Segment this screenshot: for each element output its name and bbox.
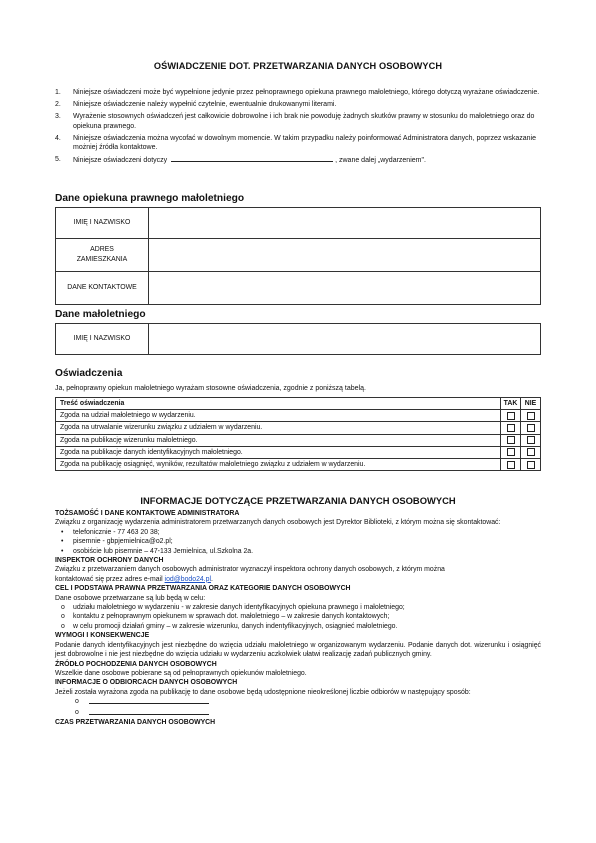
source-heading: ŹRÓDŁO POCHODZENIA DANYCH OSOBOWYCH: [55, 660, 217, 668]
guardian-heading: Dane opiekuna prawnego małoletniego: [55, 193, 245, 204]
guardian-name-field[interactable]: [149, 208, 541, 239]
page-title: OŚWIADCZENIE DOT. PRZETWARZANIA DANYCH OSOBOWYCH: [153, 61, 443, 71]
declarations-heading: Oświadczenia: [55, 368, 123, 379]
admin-heading: TOŻSAMOŚĆ I DANE KONTAKTOWE ADMINISTRATORA: [55, 510, 240, 517]
checkbox-icon[interactable]: [507, 461, 515, 469]
checkbox-icon[interactable]: [507, 412, 515, 420]
list-item: • telefonicznie - 77 463 20 38;: [61, 528, 160, 536]
list-item: [55, 697, 541, 707]
guardian-address-field[interactable]: [149, 239, 541, 272]
purpose-heading: CEL I PODSTAWA PRAWNA PRZETWARZANIA ORAZ KATEGORIE DANYCH OSOBOWYCH: [55, 585, 351, 593]
col-content-header: Treść oświadczenia: [56, 398, 501, 410]
declaration-text: Zgoda na utrwalanie wizerunku związku z udziałem w wydarzeniu.: [56, 422, 501, 434]
info-section: [55, 509, 541, 727]
circle-bullet-icon: o: [61, 622, 65, 630]
circle-bullet-icon: o: [61, 613, 65, 621]
iod-heading: INSPEKTOR OCHRONY DANYCH: [55, 557, 164, 565]
intro-item: 4. Niniejsze oświadczenia można wycofać w dowolnym momencie. W takim przypadku należy poinformować Administratora danych, poprzez wskazanie możniej źródła kontaktowe.: [55, 134, 536, 152]
table-row: [56, 208, 541, 239]
admin-paragraph: Związku z organizację wydarzenia administratorem przetwarzanych danych osobowych jest Dyrektor Biblioteki, z którym można się skontaktować:: [55, 519, 501, 527]
table-header-row: [56, 398, 541, 410]
checkbox-icon[interactable]: [527, 461, 535, 469]
iod-paragraph: Związku z przetwarzaniem danych osobowych administrator wyznaczył inspektora ochrony danych osobowych, z którym można kontaktować się przez adres e-mail iod@bodo24.pl.: [55, 566, 445, 583]
recipient-field[interactable]: [89, 697, 209, 704]
list-item: o w celu promocji działań gminy – w zakresie wizerunku, danych indentyfikacyjnych, osiągnieć małoletniego.: [61, 622, 398, 630]
recipients-paragraph: Jeżeli została wyrażona zgoda na publikację to dane osobowe będą udostępnione nieokreślonej liczbie odbiorów w następujący sposób:: [55, 688, 471, 696]
col-no-header: NIE: [521, 398, 541, 410]
table-row: [56, 239, 541, 272]
checkbox-icon[interactable]: [507, 424, 515, 432]
iod-email-link[interactable]: iod@bodo24.pl: [164, 575, 212, 583]
guardian-name-label: IMIĘ I NAZWISKO: [56, 208, 149, 239]
list-item: [55, 708, 541, 718]
recipient-field[interactable]: [89, 708, 209, 715]
table-row: [56, 446, 541, 458]
intro-item-event: 5. Niniejsze oświadczeni dotyczy , zwane dalej „wydarzeniem".: [55, 156, 426, 165]
intro-item: 1. Niniejsze oświadczeni może być wypełnione jedynie przez pełnoprawnego opiekuna prawnego małoletniego, którego dotyczą wyrażane oświadczenie.: [55, 89, 540, 96]
declaration-text: Zgoda na udział małoletniego w wydarzeniu.: [56, 410, 501, 422]
table-row: [56, 458, 541, 470]
minor-heading: Dane małoletniego: [55, 309, 146, 320]
purpose-paragraph: Dane osobowe przetwarzane są lub będą w celu:: [55, 594, 206, 602]
checkbox-icon[interactable]: [507, 448, 515, 456]
declarations-lead: Ja, pełnoprawny opiekun małoletniego wyrażam stosowne oświadczenia, zgodnie z poniższą tabelą.: [55, 385, 366, 392]
event-name-field[interactable]: [171, 155, 333, 162]
recipients-heading: INFORMACJE O ODBIORCACH DANYCH OSOBOWYCH: [55, 679, 238, 687]
bullet-icon: •: [61, 538, 64, 546]
checkbox-icon[interactable]: [527, 436, 535, 444]
table-row: [56, 272, 541, 305]
guardian-contact-label: DANE KONTAKTOWE: [56, 272, 149, 305]
declaration-text: Zgoda na publikację osiągnięć, wyników, rezultatów małoletniego związku z udziałem w wydarzeniu.: [56, 458, 501, 470]
declaration-text: Zgoda na publikację wizerunku małoletniego.: [56, 434, 501, 446]
minor-name-field[interactable]: [149, 324, 541, 355]
list-item: • pisemnie - gbpjemielnica@o2.pl;: [61, 538, 173, 546]
checkbox-icon[interactable]: [527, 448, 535, 456]
requirements-heading: WYMOGI I KONSEKWENCJE: [55, 632, 150, 640]
declarations-table: [55, 397, 541, 471]
guardian-table: [55, 207, 541, 305]
checkbox-icon[interactable]: [527, 424, 535, 432]
circle-bullet-icon: o: [75, 708, 79, 716]
minor-table: [55, 323, 541, 355]
checkbox-icon[interactable]: [507, 436, 515, 444]
guardian-contact-field[interactable]: [149, 272, 541, 305]
requirements-paragraph: Podanie danych identyfikacyjnych jest niezbędne do wzięcia udziału małoletniego w organizowanym wydarzeniu. Podanie danych dot. wizerunku i osiągnięć jest dobrowolne i nie jest niezbędne do wzięcia udziału w wydarzeniu aczkolwiek ułatwi realizację zadań publicznych gminy.: [55, 641, 541, 659]
bullet-icon: •: [61, 528, 64, 536]
checkbox-icon[interactable]: [527, 412, 535, 420]
declaration-text: Zgoda na publikacje danych identyfikacyjnych małoletniego.: [56, 446, 501, 458]
minor-name-label: IMIĘ I NAZWISKO: [56, 324, 149, 355]
intro-item: 3. Wyrażenie stosownych oświadczeń jest całkowicie dobrowolne i ich brak nie powoduję żadnych skutków prawny w stosunku do małoletniego oraz do opiekuna prawnego.: [55, 112, 535, 130]
list-item: o kontaktu z pełnoprawnym opiekunem w sprawach dot. małoletniego – w zakresie danych kontaktowych;: [61, 613, 390, 621]
guardian-address-label: ADRES ZAMIESZKANIA: [56, 239, 149, 272]
retention-heading: CZAS PRZETWARZANIA DANYCH OSOBOWYCH: [55, 718, 216, 726]
table-row: [56, 410, 541, 422]
bullet-icon: •: [61, 547, 64, 555]
info-title: INFORMACJE DOTYCZĄCE PRZETWARZANIA DANYCH OSOBOWYCH: [140, 495, 456, 506]
list-item: o udziału małoletniego w wydarzeniu - w zakresie danych identyfikacyjnych opiekuna prawnego i małoletniego;: [61, 604, 405, 612]
list-item: • osobiście lub pisemnie – 47-133 Jemielnica, ul.Szkolna 2a.: [61, 547, 254, 555]
intro-list: [55, 88, 550, 168]
circle-bullet-icon: o: [75, 698, 79, 706]
col-yes-header: TAK: [501, 398, 521, 410]
table-row: [56, 422, 541, 434]
table-row: [56, 324, 541, 355]
source-paragraph: Wszelkie dane osobowe pobierane są od pełnoprawnych opiekunów małoletniego.: [55, 669, 307, 677]
circle-bullet-icon: o: [61, 604, 65, 612]
intro-item: 2. Niniejsze oświadczenie należy wypełnić czytelnie, ewentualnie drukowanymi literami.: [55, 100, 337, 108]
table-row: [56, 434, 541, 446]
